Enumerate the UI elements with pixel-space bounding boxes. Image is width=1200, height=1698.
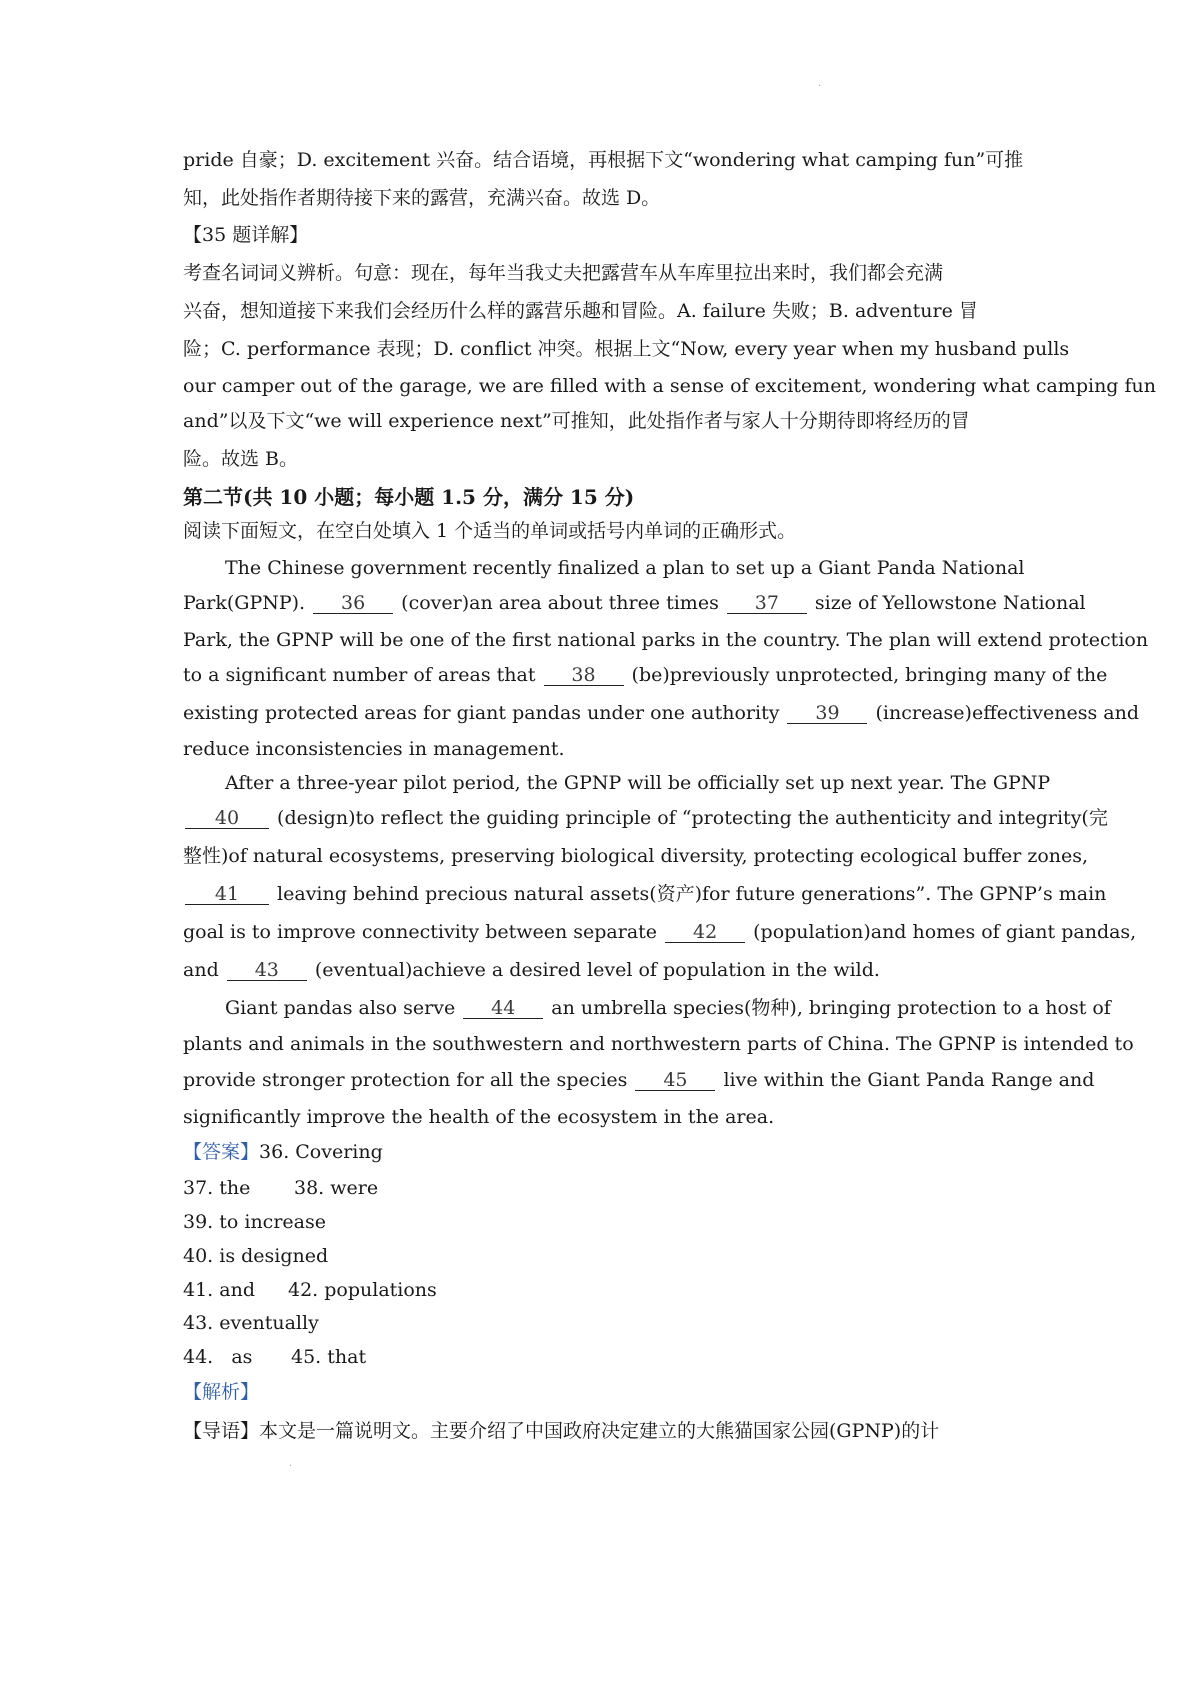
passage-text: an umbrella species(物种), bringing protection to a host of [545,997,1111,1019]
passage-text: (be)previously unprotected, bringing many of the [625,664,1108,686]
blank-43: 43 [227,960,307,981]
passage-line [183,1067,1094,1093]
blank-38: 38 [544,665,624,686]
passage-line [183,881,1106,907]
text-line: 兴奋，想知道接下来我们会经历什么样的露营乐趣和冒险。A. failure 失败；B. adventure 冒 [183,300,978,322]
guide-line [183,1418,939,1444]
passage-line [183,662,1107,688]
passage-text: Park(GPNP). [183,592,312,614]
passage-line: reduce inconsistencies in management. [183,738,565,760]
blank-42: 42 [665,922,745,943]
passage-text: Giant pandas also serve [225,997,462,1019]
passage-line: plants and animals in the southwestern and northwestern parts of China. The GPNP is intended to [183,1033,1134,1055]
blank-45: 45 [635,1070,715,1091]
passage-text: goal is to improve connectivity between separate [183,921,664,943]
answer-36: 36. Covering [259,1141,383,1163]
passage-line [183,805,1108,831]
blank-37: 37 [727,593,807,614]
text-line: 险。故选 B。 [183,448,299,470]
text-line: and”以及下文“we will experience next”可推知，此处指作者与家人十分期待即将经历的冒 [183,410,970,432]
guide-label: 【导语】 [183,1420,260,1442]
section-instruction: 阅读下面短文，在空白处填入 1 个适当的单词或括号内单词的正确形式。 [183,520,797,542]
passage-text: (increase)effectiveness and [869,702,1140,724]
blank-40: 40 [185,808,269,829]
answer-45: 45. that [291,1346,367,1368]
passage-text: (eventual)achieve a desired level of population in the wild. [308,959,880,981]
passage-text: existing protected areas for giant pandas under one authority [183,702,786,724]
text-line: 险；C. performance 表现；D. conflict 冲突。根据上文“Now, every year when my husband pulls [183,338,1070,360]
passage-text: live within the Giant Panda Range and [717,1069,1095,1091]
analysis-label: 【解析】 [183,1381,260,1403]
blank-41: 41 [185,884,269,905]
guide-text: 本文是一篇说明文。主要介绍了中国政府决定建立的大熊猫国家公园(GPNP)的计 [259,1420,940,1442]
passage-line: significantly improve the health of the ecosystem in the area. [183,1106,775,1128]
blank-44: 44 [463,998,543,1019]
passage-line [225,995,1111,1021]
answer-44: 44. as [183,1346,253,1368]
text-line: pride 自豪；D. excitement 兴奋。结合语境，再根据下文“wondering what camping fun”可推 [183,149,1024,171]
passage-line: Park, the GPNP will be one of the first national parks in the country. The plan will extend protection [183,629,1149,651]
answer-40: 40. is designed [183,1245,329,1267]
answer-42: 42. populations [288,1279,437,1301]
passage-line: 整性)of natural ecosystems, preserving biological diversity, protecting ecological buffer zones, [183,845,1089,867]
passage-line [183,590,1086,616]
text-line: our camper out of the garage, we are filled with a sense of excitement, wondering what camping fun [183,375,1157,397]
passage-line [183,919,1136,945]
passage-text: provide stronger protection for all the species [183,1069,634,1091]
passage-text: size of Yellowstone National [808,592,1086,614]
answer-41: 41. and [183,1279,255,1301]
passage-text: (population)and homes of giant pandas, [747,921,1137,943]
answer-39: 39. to increase [183,1211,326,1233]
scan-dot: . [818,78,822,89]
passage-text: leaving behind precious natural assets(资产)for future generations”. The GPNP’s main [271,883,1107,905]
blank-39: 39 [787,703,867,724]
passage-line [183,957,880,983]
answer-43: 43. eventually [183,1312,319,1334]
passage-line [183,700,1139,726]
passage-line: After a three-year pilot period, the GPNP will be officially set up next year. The GPNP [225,772,1051,794]
passage-text: (design)to reflect the guiding principle of “protecting the authenticity and integrity(完 [271,807,1108,829]
passage-text: and [183,959,225,981]
text-line: 考查名词词义辨析。句意：现在，每年当我丈夫把露营车从车库里拉出来时，我们都会充满 [183,262,944,284]
text-line: 知，此处指作者期待接下来的露营，充满兴奋。故选 D。 [183,187,661,209]
answer-37: 37. the [183,1177,251,1199]
section-title: 第二节(共 10 小题；每小题 1.5 分，满分 15 分) [183,485,635,509]
answers-line [183,1139,383,1165]
answer-38: 38. were [294,1177,379,1199]
passage-text: to a significant number of areas that [183,664,542,686]
blank-36: 36 [313,593,393,614]
q35-heading: 【35 题详解】 [183,224,309,246]
passage-text: (cover)an area about three times [395,592,725,614]
scan-dot: . [289,1458,293,1469]
answers-label: 【答案】 [183,1141,260,1163]
passage-line: The Chinese government recently finalized a plan to set up a Giant Panda National [225,557,1025,579]
